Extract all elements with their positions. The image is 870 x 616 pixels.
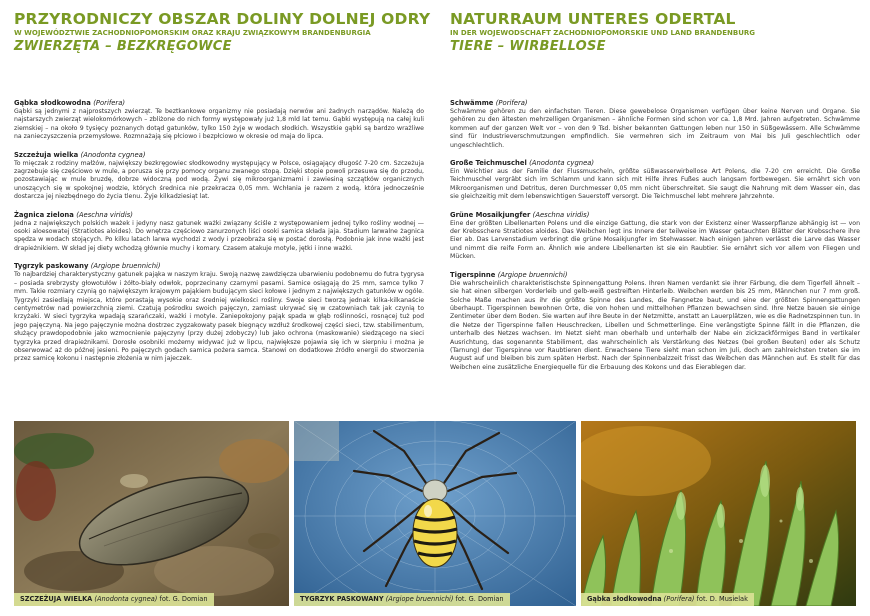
section-title: [450, 211, 860, 220]
section-body: To najbardziej charakterystyczny gatunek pająka w naszym kraju. Swoją nazwę zawdzięcza ubarwieniu podobnemu do futra tygrysa – posiada srebrzysty głowotułów i żółto-biały odwłok, poprzecinany czarnymi pasami. Samice osiągają do 25 mm, samce tylko 7 mm. Takie rozmiary czynią go największym krajowym pająkiem budującym sieci kołowe i jednym z największych gatunków w ogóle. Tygrzyki zasiedlają miejsca, które porastają wysokie oraz średniej wielkości rośliny. Swoje sieci tworzą jednak kilka-kilkanaście centymetrów nad powierzchnią ziemi. Czatują pośrodku swoich pajęczyn, zamiast ukrywać się w czatowniach tak jak czynią to krzyżaki. W sieci tygrzyka wpadają szarańczaki, ważki i motyle. Zaniepokojony pająk spada w głąb roślinności, rosnącej tuż pod jego pajęczyną. Na jego pajęczynie można dostrzec zygzakowaty pasek biegnący wzdłuż środkowej części sieci, tzw. stabilimentum, służący prawdopodobnie jako wzmocnienie pajęczyny (przy dużej zdobyczy) lub jako ochrona (maskowanie) siedzącego na sieci tygrzyka przed drapieżnikami. Dorosłe osobniki możemy widywać już w lipcu, największe pojawia się ich w sierpniu i można je obserwować aż do późnej jesieni. Po pajęczych godach samica pożera samca. Stanowi on dodatkowe źródło energii do stworzenia przez samicę kokonu i następnie złożenia w nim jajeczek.: [14, 271, 424, 363]
caption-credit: fot. G. Domian: [455, 595, 504, 603]
section-name: Schwämme: [450, 99, 494, 107]
section-name: Szczeżuja wielka: [14, 150, 79, 159]
photo-caption: [294, 593, 510, 606]
section-body: Eine der größten Libellenarten Polens und die einzige Gattung, die stark von der Existenz einer Wasserpflanze abhängig ist — von der Krebsschere Stratiotes aloides. Das Weibchen legt ins Innere der teilweise im Wasser getauchten Blätter der Krebsschere ihre Eier ab. Das Larvenstadium verbringt die grüne Mosaikjungfer im Stehwasser. Nach einigen Jahren verlässt die Larve das Wasser und nimmt die reife Form an. Ähnlich wie andere Libellenarten ist sie ein Raubtier. Sie ernährt sich vor allem von Fliegen und Mücken.: [450, 219, 860, 261]
photo-caption: [581, 593, 754, 606]
topic-title-german: TIERE – WIRBELLOSE: [450, 39, 606, 54]
section-latin-name: (Porifera): [93, 99, 126, 107]
sponge-illustration: [581, 421, 856, 606]
section-szczezuja: [14, 151, 424, 202]
polish-column: [14, 10, 431, 373]
section-name: Tigerspinne: [450, 270, 496, 279]
section-latin-name: (Anodonta cygnea): [529, 159, 595, 168]
section-latin-name: (Aeschna viridis): [76, 210, 133, 219]
section-name: Grüne Mosaikjungfer: [450, 210, 531, 219]
section-title: [14, 99, 424, 108]
section-title: [14, 151, 424, 160]
photo-sponge: [581, 421, 856, 606]
section-body: Gąbki są jednymi z najprostszych zwierząt. Te beztkankowe organizmy nie posiadają nerwów ani żadnych narządów. Należą do najstarszych zwierząt wielokomórkowych – zbliżone do nich formy występowały już 1,8 mld lat temu. Gąbki występują na całej kuli ziemskiej – na około 9 tysięcy poznanych dotąd gatunków, tylko 150 żyje w wodach słodkich. Wszystkie gąbki są bardzo wrażliwe na zanieczyszczenia przemysłowe. Rozmnażają się płciowo i bezpłciowo w okresie od maja do lipca.: [14, 108, 424, 141]
photo-mussel: [14, 421, 289, 606]
photo-caption: [14, 593, 214, 606]
german-column: [450, 10, 860, 381]
section-name: Große Teichmuschel: [450, 159, 527, 168]
caption-latin: (Anodonta cygnea): [94, 595, 158, 603]
section-tygrzyk: [14, 262, 424, 363]
section-body: Die wahrscheinlich charakteristischste Spinnengattung Polens. Ihren Namen verdankt sie ihrer Färbung, die dem Tigerfell ähnelt – sie hat einen silbergen Vorderleib und gelb-weiß gestreiften Hinterleib. Weibchen werden bis 25 mm, Männchen nur 7 mm groß. Solche Maße machen aus ihr die größte Spinne des Landes, die Fangnetze baut, und eine der größten Spinnengattungen überhaupt. Tigerspinnen bewohnen Orte, die von hohen und mittelhohen Pflanzen bewachsen sind. Ihre Netze bauen sie einige Zentimeter über dem Boden. Sie warten auf ihre Beute in der Netzmitte, anstatt an Lauerplätzen, wie es die Radnetzspinnen tun. In die Netze der Tigerspinne fallen Heuschrecken, Libellen und Schmetterlinge. Eine verängstigte Spinne fällt in die Pflanzen, die unterhalb des Netzes wachsen. Im Netzt sieht man oberhalb und unterhalb der Nabe ein zickzackförmiges Band in vertikaler Ausrichtung, das sogenannte Stabiliment, das wahrscheinlich als Verstärkung des Netzes (bei großen Beuten) oder als Schutz (Tarnung) der Tigerspinne vor Raubtieren dient. Erwachsene Tiere sieht man schon im Juli, doch am zahlreichsten treten sie im August auf und bleiben bis zum späten Herbst. Nach der Spinnenbalzzeit frisst das Weibchen das Männchen auf. Es stellt für das Weibchen eine zusätzliche Energiequelle für die Erbauung des Kokons und das Eierablegen dar.: [450, 279, 860, 371]
polish-sections: [14, 99, 424, 364]
section-latin-name: (Porifera): [495, 99, 528, 107]
photo-spider: [294, 421, 576, 606]
topic-title-polish: ZWIERZĘTA – BEZKRĘGOWCE: [14, 39, 232, 54]
section-title: [14, 211, 424, 220]
section-body: Ein Weichtier aus der Familie der Flussmuscheln, größte süßwasserwirbellose Art Polens, die 7-20 cm erreicht. Die Große Teichmuschel vergräbt sich im Schlamm und kann sich mit Hilfe ihres Fußes auch langsam fortbewegen. Sie ernährt sich von Mikroorganismen und Detritus, deren Durchmesser 0,05 mm nicht überschreitet. Sie saugt die Nahrung mit dem Wasser ein, das sie gleichzeitig mit dem lebenswichtigen Sauerstoff versorgt. Die Teichmuschel lebt mehrere Jahrzehnte.: [450, 168, 860, 201]
section-name: Żagnica zielona: [14, 210, 74, 219]
caption-title: TYGRZYK PASKOWANY: [300, 595, 384, 603]
section-gabka: [14, 99, 424, 142]
section-latin-name: (Aeschna viridis): [532, 210, 590, 219]
caption-title: Gąbka słodkowodna: [587, 595, 662, 603]
section-title: [450, 271, 860, 280]
section-zagnica: [14, 211, 424, 254]
section-latin-name: (Argiope bruennichi): [497, 270, 568, 279]
section-schwamme: [450, 99, 860, 150]
caption-credit: fot. D. Musielak: [696, 595, 748, 603]
section-tigerspinne: [450, 271, 860, 372]
caption-latin: (Argiope bruennichi): [385, 595, 454, 603]
page-title-polish: PRZYRODNICZY OBSZAR DOLINY DOLNEJ ODRY: [14, 10, 431, 28]
caption-credit: fot. G. Domian: [159, 595, 208, 603]
section-teichmuschel: [450, 159, 860, 202]
section-body: Jedna z największych polskich ważek i jedyny nasz gatunek ważki związany ściśle z występowaniem jednej tylko rośliny wodnej — osoki aloesowatej (Stratiotes aloides). Do wnętrza częściowo zanurzonych liści osoki samica składa jaja. Stadium larwalne żagnica spędza w wodach stojących. Po kilku latach larwa wychodzi z wody i przeobraża się w postać dorosłą. Podobnie jak inne ważki jest drapieżnikiem. W skład jej diety wchodzą głównie muchy i komary. Czasem atakuje motyle, jętki i inne ważki.: [14, 219, 424, 252]
caption-title: SZCZEŻUJA WIELKA: [20, 595, 93, 603]
page-subtitle-german: IN DER WOJEWODSCHAFT ZACHODNIOPOMORSKIE UND LAND BRANDENBURG: [450, 29, 756, 37]
section-title: [450, 99, 860, 108]
photo-strip: [14, 421, 856, 606]
section-latin-name: (Argiope bruennichi): [90, 262, 161, 271]
german-sections: [450, 99, 860, 372]
section-mosaikjungfer: [450, 211, 860, 262]
section-title: [14, 262, 424, 271]
section-latin-name: (Anodonta cygnea): [80, 150, 146, 159]
section-body: To mięczak z rodziny małżów, największy bezkręgowiec słodkowodny występujący w Polsce, osiągający długość 7-20 cm. Szczeżuja zagrzebuje się częściowo w mule, a porusza się przy pomocy organu zwanego stopą. Dzięki stopie powoli przesuwa się do przodu, pozostawiając w mule bruzdę, dobrze widoczną pod wodą. Żywi się mikroorganizmami i zawiesiną szczątków organicznych unoszących się w spokojnej wodzie, których średnica nie przekracza 0,05 mm. Wchłania je razem z wodą, która jednocześnie dostarcza jej niezbędnego do życia tlenu. Żyje kilkadziesiąt lat.: [14, 159, 424, 201]
section-title: [450, 159, 860, 168]
mussel-illustration: [14, 421, 289, 606]
caption-latin: (Porifera): [663, 595, 695, 603]
spider-illustration: [294, 421, 576, 606]
page-subtitle-polish: W WOJEWÓDZTWIE ZACHODNIOPOMORSKIM ORAZ KRAJU ZWIĄZKOWYM BRANDENBURGIA: [14, 29, 371, 37]
section-name: Gąbka słodkowodna: [14, 99, 91, 107]
section-name: Tygrzyk paskowany: [14, 262, 89, 271]
section-body: Schwämme gehören zu den einfachsten Tieren. Diese gewebelose Organismen verfügen über keine Nerven und Organe. Sie gehören zu den ältesten mehrzelligen Organismen – ähnliche Formen sind schon vor ca. 1,8 Mrd. Jahren aufgetreten. Schwämme kommen auf der ganzen Welt vor – von den 9 Tsd. bisher bekannten Gattungen leben nur 150 in Süßgewässern. Alle Schwämme sind für Industrieverschmutzungen empfindlich. Sie vermehren sich im Zeitraum von Mai bis Juli geschlechtlich oder ungeschlechtlich.: [450, 108, 860, 149]
page-title-german: NATURRAUM UNTERES ODERTAL: [450, 10, 736, 28]
